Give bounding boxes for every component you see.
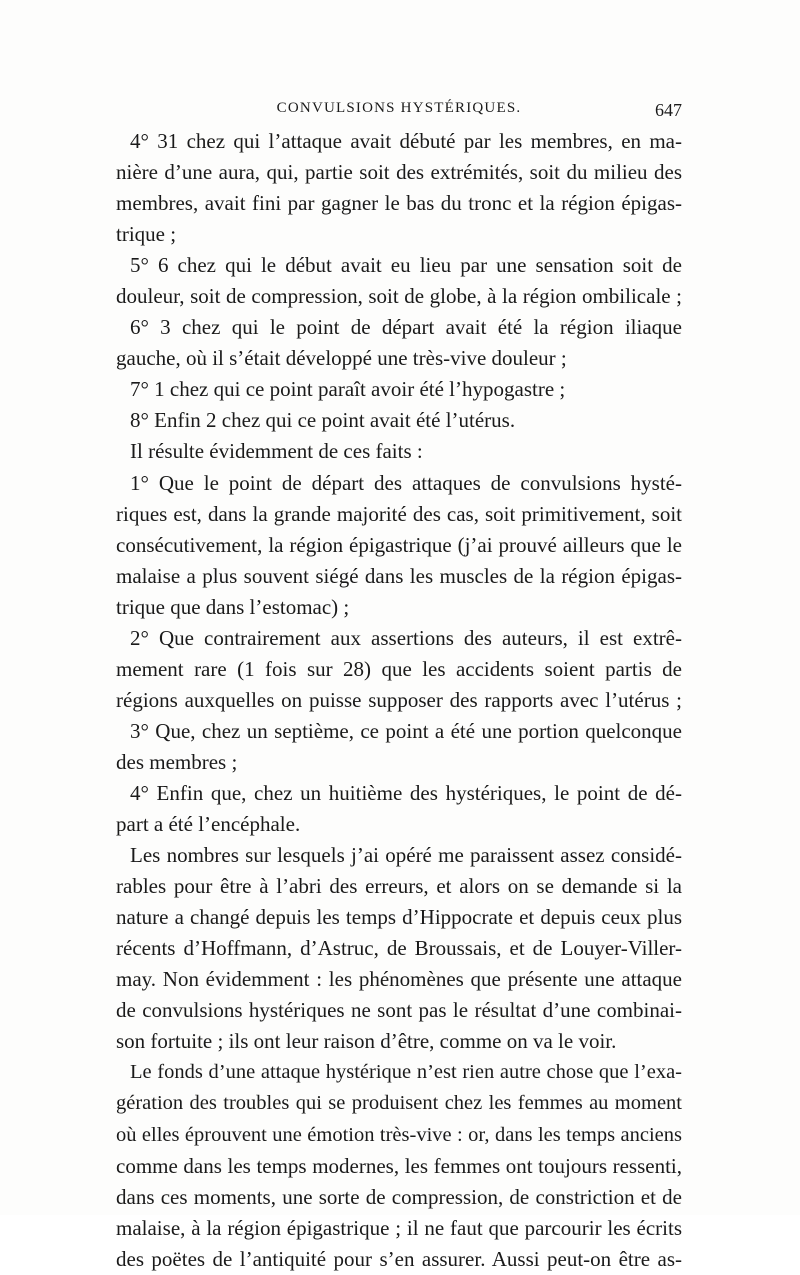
text-line: des poëtes de l’antiquité pour s’en assurer. Aussi peut-on être as- [116, 1246, 682, 1271]
text-line: nature a changé depuis les temps d’Hippocrate et depuis ceux plus [116, 905, 682, 930]
text-line: son fortuite ; ils ont leur raison d’être, comme on va le voir. [116, 1029, 617, 1054]
text-line: régions auxquelles on puisse supposer des rapports avec l’utérus ; [116, 687, 682, 712]
text-line: dans ces moments, une sorte de compression, de constriction et de [116, 1184, 682, 1209]
text-line: malaise a plus souvent siégé dans les muscles de la région épigas- [116, 563, 682, 588]
text-line: trique ; [116, 222, 177, 247]
text-line: Les nombres sur lesquels j’ai opéré me paraissent assez considé- [130, 843, 682, 868]
text-line: trique que dans l’estomac) ; [116, 594, 350, 619]
text-line: 6° 3 chez qui le point de départ avait été la région iliaque [130, 315, 682, 340]
text-line: des membres ; [116, 749, 238, 774]
text-line: 1° Que le point de départ des attaques de convulsions hysté- [130, 470, 682, 495]
text-line: 4° Enfin que, chez un huitième des hystériques, le point de dé- [130, 780, 682, 805]
page-number: 647 [655, 100, 682, 120]
body-text [116, 126, 682, 1275]
text-line: rables pour être à l’abri des erreurs, et alors on se demande si la [116, 874, 682, 899]
text-line: Le fonds d’une attaque hystérique n’est rien autre chose que l’exa- [130, 1061, 682, 1084]
text-line: malaise, à la région épigastrique ; il ne faut que parcourir les écrits [116, 1215, 682, 1240]
text-line: douleur, soit de compression, soit de globe, à la région ombilicale ; [116, 284, 682, 309]
text-line: nière d’une aura, qui, partie soit des extrémités, soit du milieu des [116, 160, 682, 185]
text-line: 8° Enfin 2 chez qui ce point avait été l’utérus. [130, 408, 516, 433]
text-line: riques est, dans la grande majorité des cas, soit primitivement, soit [116, 501, 682, 526]
text-line: 3° Que, chez un septième, ce point a été une portion quelconque [130, 718, 682, 743]
text-line: consécutivement, la région épigastrique (j’ai prouvé ailleurs que le [116, 532, 682, 557]
text-line: 2° Que contrairement aux assertions des auteurs, il est extrê- [130, 625, 682, 650]
text-line: 5° 6 chez qui le début avait eu lieu par une sensation soit de [130, 253, 682, 278]
text-line: de convulsions hystériques ne sont pas le résultat d’une combinai- [116, 998, 682, 1023]
text-line: récents d’Hoffmann, d’Astruc, de Broussais, et de Louyer-Viller- [116, 936, 682, 961]
text-line: gauche, où il s’était développé une très-vive douleur ; [116, 346, 567, 371]
text-line: membres, avait fini par gagner le bas du tronc et la région épigas- [116, 191, 682, 216]
text-line: part a été l’encéphale. [116, 812, 301, 837]
text-line: 7° 1 chez qui ce point paraît avoir été l’hypogastre ; [130, 377, 566, 402]
text-line: 4° 31 chez qui l’attaque avait débuté par les membres, en ma- [130, 129, 682, 153]
running-header [116, 100, 682, 124]
text-line: Il résulte évidemment de ces faits : [130, 439, 423, 464]
text-line: où elles éprouvent une émotion très-vive : or, dans les temps anciens [116, 1123, 682, 1146]
running-title: CONVULSIONS HYSTÉRIQUES. [276, 100, 522, 116]
text-line: comme dans les temps modernes, les femmes ont toujours ressenti, [116, 1153, 682, 1178]
text-line: gération des troubles qui se produisent chez les femmes au moment [116, 1092, 682, 1115]
text-line: may. Non évidemment : les phénomènes que présente une attaque [116, 967, 682, 992]
text-line: mement rare (1 fois sur 28) que les accidents soient partis de [116, 656, 682, 681]
